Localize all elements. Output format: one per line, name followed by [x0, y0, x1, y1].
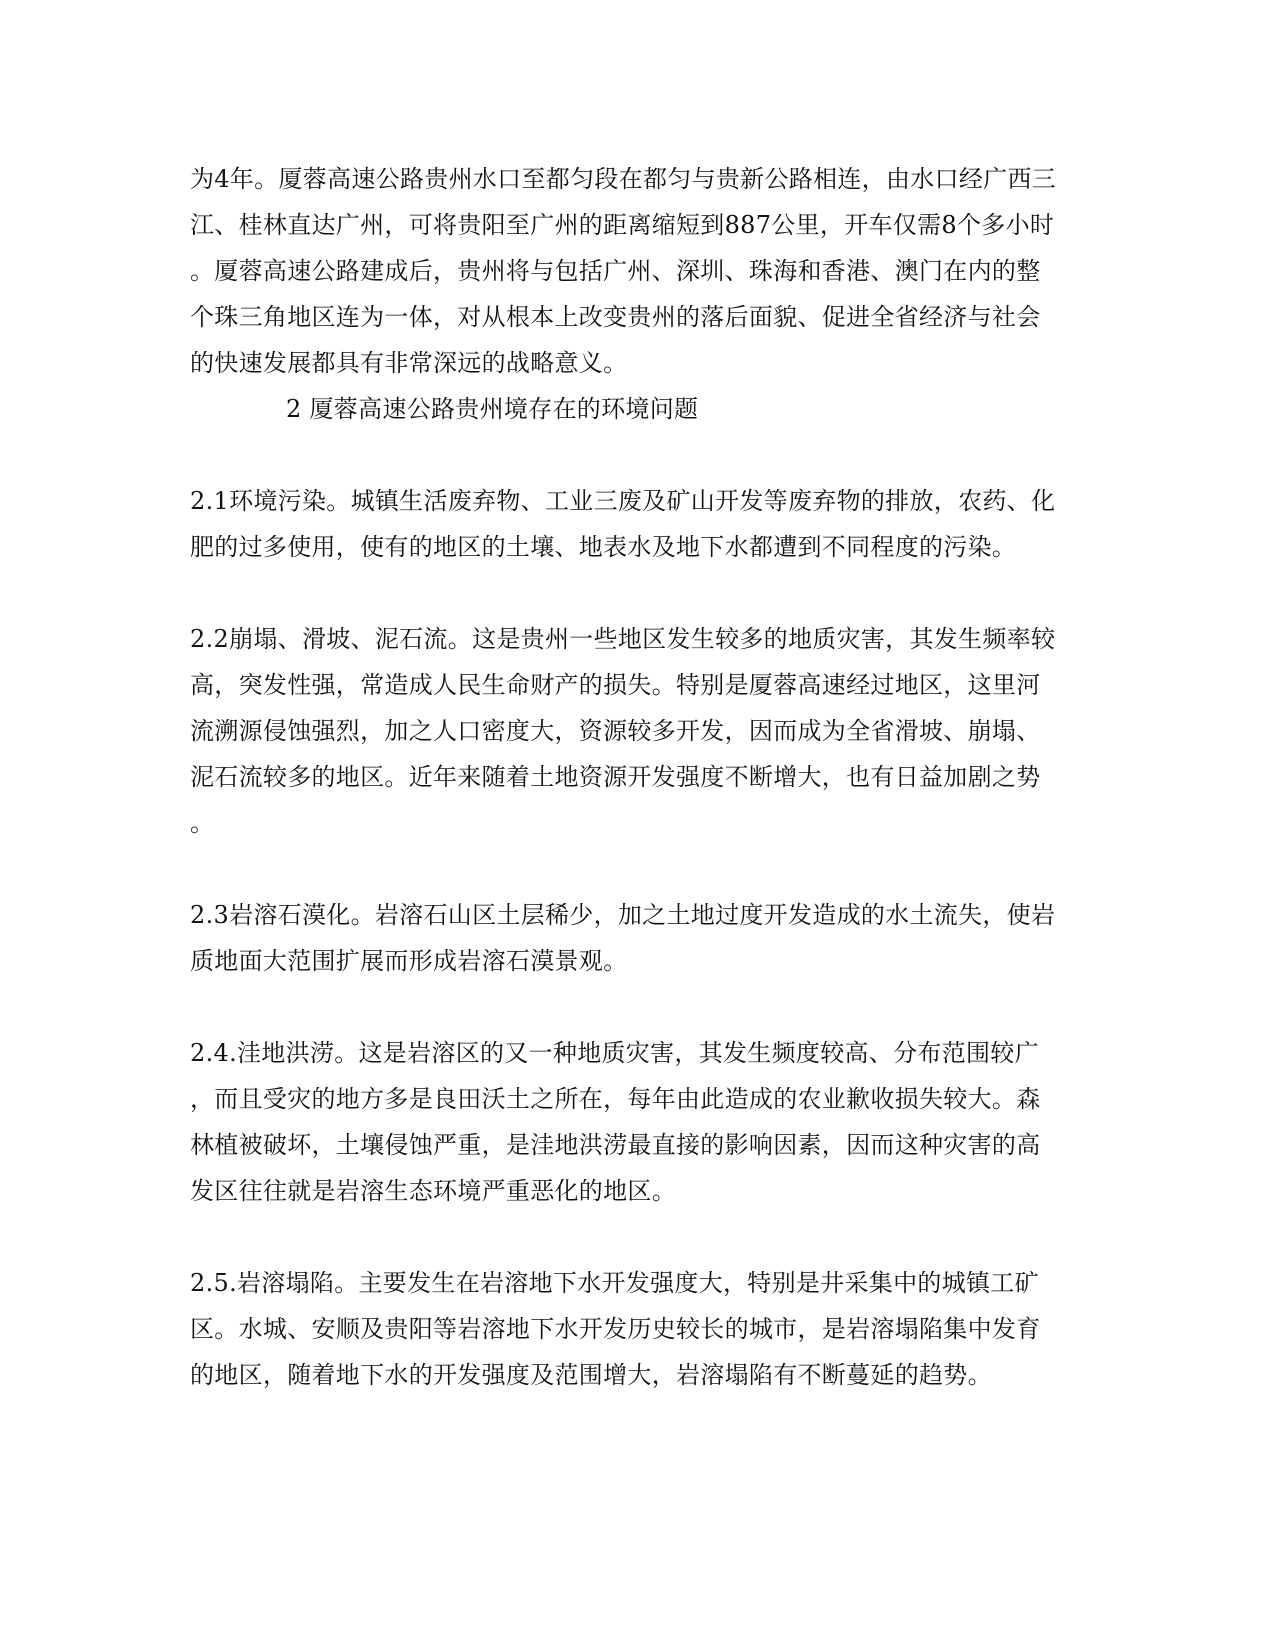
text-line: 区。水城、安顺及贵阳等岩溶地下水开发历史较长的城市，是岩溶塌陷集中发育	[190, 1315, 1041, 1343]
text-line: 肥的过多使用，使有的地区的土壤、地表水及地下水都遭到不同程度的污染。	[190, 533, 1017, 561]
text-line: 。	[190, 809, 215, 837]
text-line: ，而且受灾的地方多是良田沃土之所在，每年由此造成的农业歉收损失较大。森	[190, 1085, 1041, 1113]
text-line: 的地区，随着地下水的开发强度及范围增大，岩溶塌陷有不断蔓延的趋势。	[190, 1361, 992, 1389]
text-line: 的快速发展都具有非常深远的战略意义。	[190, 349, 628, 377]
text-line: 林植被破坏，土壤侵蚀严重，是洼地洪涝最直接的影响因素，因而这种灾害的高	[190, 1131, 1041, 1159]
text-line: 2.4.洼地洪涝。这是岩溶区的又一种地质灾害，其发生频度较高、分布范围较广	[190, 1039, 1039, 1067]
text-line: 2.3岩溶石漠化。岩溶石山区土层稀少，加之土地过度开发造成的水土流失，使岩	[190, 901, 1056, 929]
text-line: 。厦蓉高速公路建成后，贵州将与包括广州、深圳、珠海和香港、澳门在内的整	[190, 257, 1041, 285]
text-line: 2.5.岩溶塌陷。主要发生在岩溶地下水开发强度大，特别是井采集中的城镇工矿	[190, 1269, 1039, 1297]
text-line: 发区往往就是岩溶生态环境严重恶化的地区。	[190, 1177, 676, 1205]
text-line: 为4年。厦蓉高速公路贵州水口至都匀段在都匀与贵新公路相连，由水口经广西三	[190, 165, 1057, 193]
text-line: 流溯源侵蚀强烈，加之人口密度大，资源较多开发，因而成为全省滑坡、崩塌、	[190, 717, 1041, 745]
text-line: 个珠三角地区连为一体，对从根本上改变贵州的落后面貌、促进全省经济与社会	[190, 303, 1041, 331]
text-line: 质地面大范围扩展而形成岩溶石漠景观。	[190, 947, 628, 975]
text-line: 江、桂林直达广州，可将贵阳至广州的距离缩短到887公里，开车仅需8个多小时	[190, 211, 1055, 239]
text-line: 2.1环境污染。城镇生活废弃物、工业三废及矿山开发等废弃物的排放，农药、化	[190, 487, 1056, 515]
text-line: 2.2崩塌、滑坡、泥石流。这是贵州一些地区发生较多的地质灾害，其发生频率较	[190, 625, 1056, 653]
text-line: 高，突发性强，常造成人民生命财产的损失。特别是厦蓉高速经过地区，这里河	[190, 671, 1041, 699]
text-line: 泥石流较多的地区。近年来随着土地资源开发强度不断增大，也有日益加剧之势	[190, 763, 1041, 791]
section-heading: 2 厦蓉高速公路贵州境存在的环境问题	[286, 395, 699, 423]
